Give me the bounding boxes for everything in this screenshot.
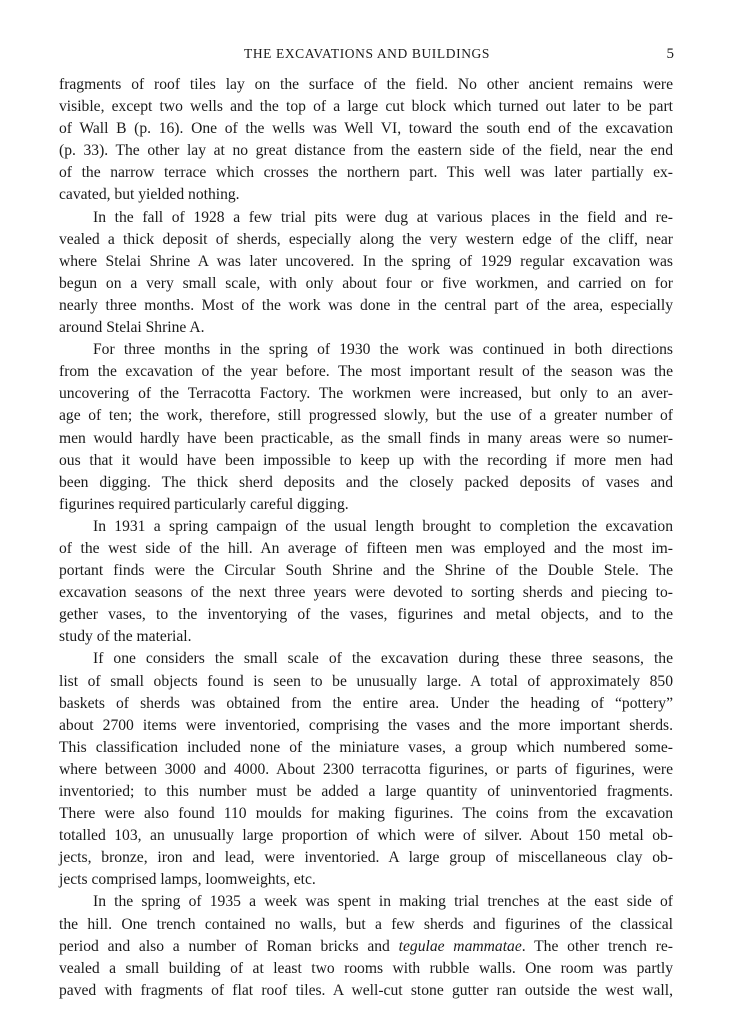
text-line [59,980,673,1002]
text-line-content: vealed a small building of at least two rooms with rubble walls. One room was partly [59,959,673,977]
italic-term: tegulae mammatae [398,937,522,955]
page-number: 5 [666,46,674,62]
text-line-content: age of ten; the work, therefore, still progressed slowly, but the use of a greater number of [59,407,673,425]
text-line [59,560,673,582]
text-line [59,96,673,118]
text-line-content: of the narrow terrace which crosses the northern part. This well was later partially ex- [59,164,673,182]
text-line [59,582,673,604]
text-line-content: There were also found 110 moulds for making figurines. The coins from the excavation [59,805,673,823]
text-line [59,847,673,869]
text-line [59,251,673,273]
text-line [59,428,673,450]
text-line-content: nearly three months. Most of the work was done in the central part of the area, especially [59,296,673,314]
text-line [59,737,673,759]
text-line [59,295,673,317]
text-line-content: In 1931 a spring campaign of the usual length brought to completion the excavation [93,517,673,535]
text-line-content: study of the material. [59,628,192,646]
text-line-content: of Wall B (p. 16). One of the wells was Well VI, toward the south end of the excavation [59,120,673,138]
text-line-content: baskets of sherds was obtained from the entire area. Under the heading of “pottery” [59,694,673,712]
text-line-content: This classification included none of the miniature vases, a group which numbered some- [59,738,673,756]
text-line-content: been digging. The thick sherd deposits and the closely packed deposits of vases and [59,473,673,491]
text-line [59,914,673,936]
text-line [59,715,673,737]
text-line-content: list of small objects found is seen to be unusually large. A total of approximately 850 [59,672,673,690]
running-header [60,46,674,68]
text-line-content: fragments of roof tiles lay on the surface of the field. No other ancient remains were [59,76,673,93]
text-line-content: uncovering of the Terracotta Factory. The workmen were increased, but only to an aver- [59,385,673,403]
text-line-content: For three months in the spring of 1930 the work was continued in both directions [93,341,673,359]
text-line [59,626,673,648]
text-line [59,693,673,715]
text-line-content: visible, except two wells and the top of a large cut block which turned out later to be part [59,98,673,116]
text-line [59,229,673,251]
text-line [59,604,673,626]
text-line-content: portant finds were the Circular South Shrine and the Shrine of the Double Stele. The [59,562,673,580]
text-line [59,759,673,781]
text-line [59,825,673,847]
text-line [59,162,673,184]
text-line [59,494,673,516]
text-line-content: where between 3000 and 4000. About 2300 terracotta figurines, or parts of figurines, were [59,760,673,778]
text-line [59,891,673,913]
text-line-content: period and also a number of Roman bricks and [59,937,399,955]
text-line [59,405,673,427]
text-line-content: jects, bronze, iron and lead, were inventoried. A large group of miscellaneous clay ob- [59,849,673,867]
text-line-content: inventoried; to this number must be added a large quantity of uninventoried fragments. [59,783,673,800]
text-line [59,538,673,560]
text-line-content: vealed a thick deposit of sherds, especially along the very western edge of the cliff, near [59,230,673,248]
text-line-content: begun on a very small scale, with only about four or five workmen, and carried on for [59,274,673,292]
text-line [59,317,673,339]
text-line [59,273,673,295]
text-line [59,184,673,206]
text-line [59,869,673,891]
text-line [59,958,673,980]
text-line [59,472,673,494]
text-line-content: the hill. One trench contained no walls, but a few sherds and figurines of the classical [59,915,673,933]
text-line-content: figurines required particularly careful digging. [59,495,349,513]
body-text [59,74,673,1002]
text-line [59,140,673,162]
text-line [59,671,673,693]
text-line [59,118,673,140]
text-line-content: ous that it would have been impossible to keep up with the recording if more men had [59,451,673,469]
text-line [59,339,673,361]
text-line [59,936,673,958]
text-line-content: totalled 103, an unusually large proportion of which were of silver. About 150 metal ob- [59,827,673,845]
text-line-content: cavated, but yielded nothing. [59,186,240,204]
text-line [59,516,673,538]
text-line-content: jects comprised lamps, loomweights, etc. [59,871,316,889]
text-line [59,781,673,803]
text-line-content: In the spring of 1935 a week was spent in making trial trenches at the east side of [93,893,673,911]
text-line [59,361,673,383]
text-line-continuation: . The other trench re- [521,937,674,955]
text-line-content: of the west side of the hill. An average of fifteen men was employed and the most im- [59,539,673,557]
text-line [59,383,673,405]
text-line-content: men would hardly have been practicable, as the small finds in many areas were so numer- [59,429,673,447]
text-line-content: (p. 33). The other lay at no great distance from the eastern side of the field, near the end [59,142,673,160]
text-line-content: from the excavation of the year before. The most important result of the season was the [59,363,673,381]
text-line-content: excavation seasons of the next three years were devoted to sorting sherds and piecing to- [59,584,673,602]
text-line-content: If one considers the small scale of the excavation during these three seasons, the [93,650,673,668]
text-line-content: about 2700 items were inventoried, comprising the vases and the more important sherds. [59,716,673,734]
text-line [59,648,673,670]
text-line [59,74,673,96]
text-line [59,207,673,229]
text-line-content: where Stelai Shrine A was later uncovered. In the spring of 1929 regular excavation was [59,252,673,270]
text-line-content: paved with fragments of flat roof tiles. A well-cut stone gutter ran outside the west wall, [59,981,673,999]
running-title: THE EXCAVATIONS AND BUILDINGS [243,46,491,61]
text-line-content: gether vases, to the inventorying of the vases, figurines and metal objects, and to the [59,606,673,624]
text-line-content: around Stelai Shrine A. [59,319,205,337]
text-line [59,803,673,825]
text-line-content: In the fall of 1928 a few trial pits were dug at various places in the field and re- [93,208,673,226]
text-line [59,450,673,472]
